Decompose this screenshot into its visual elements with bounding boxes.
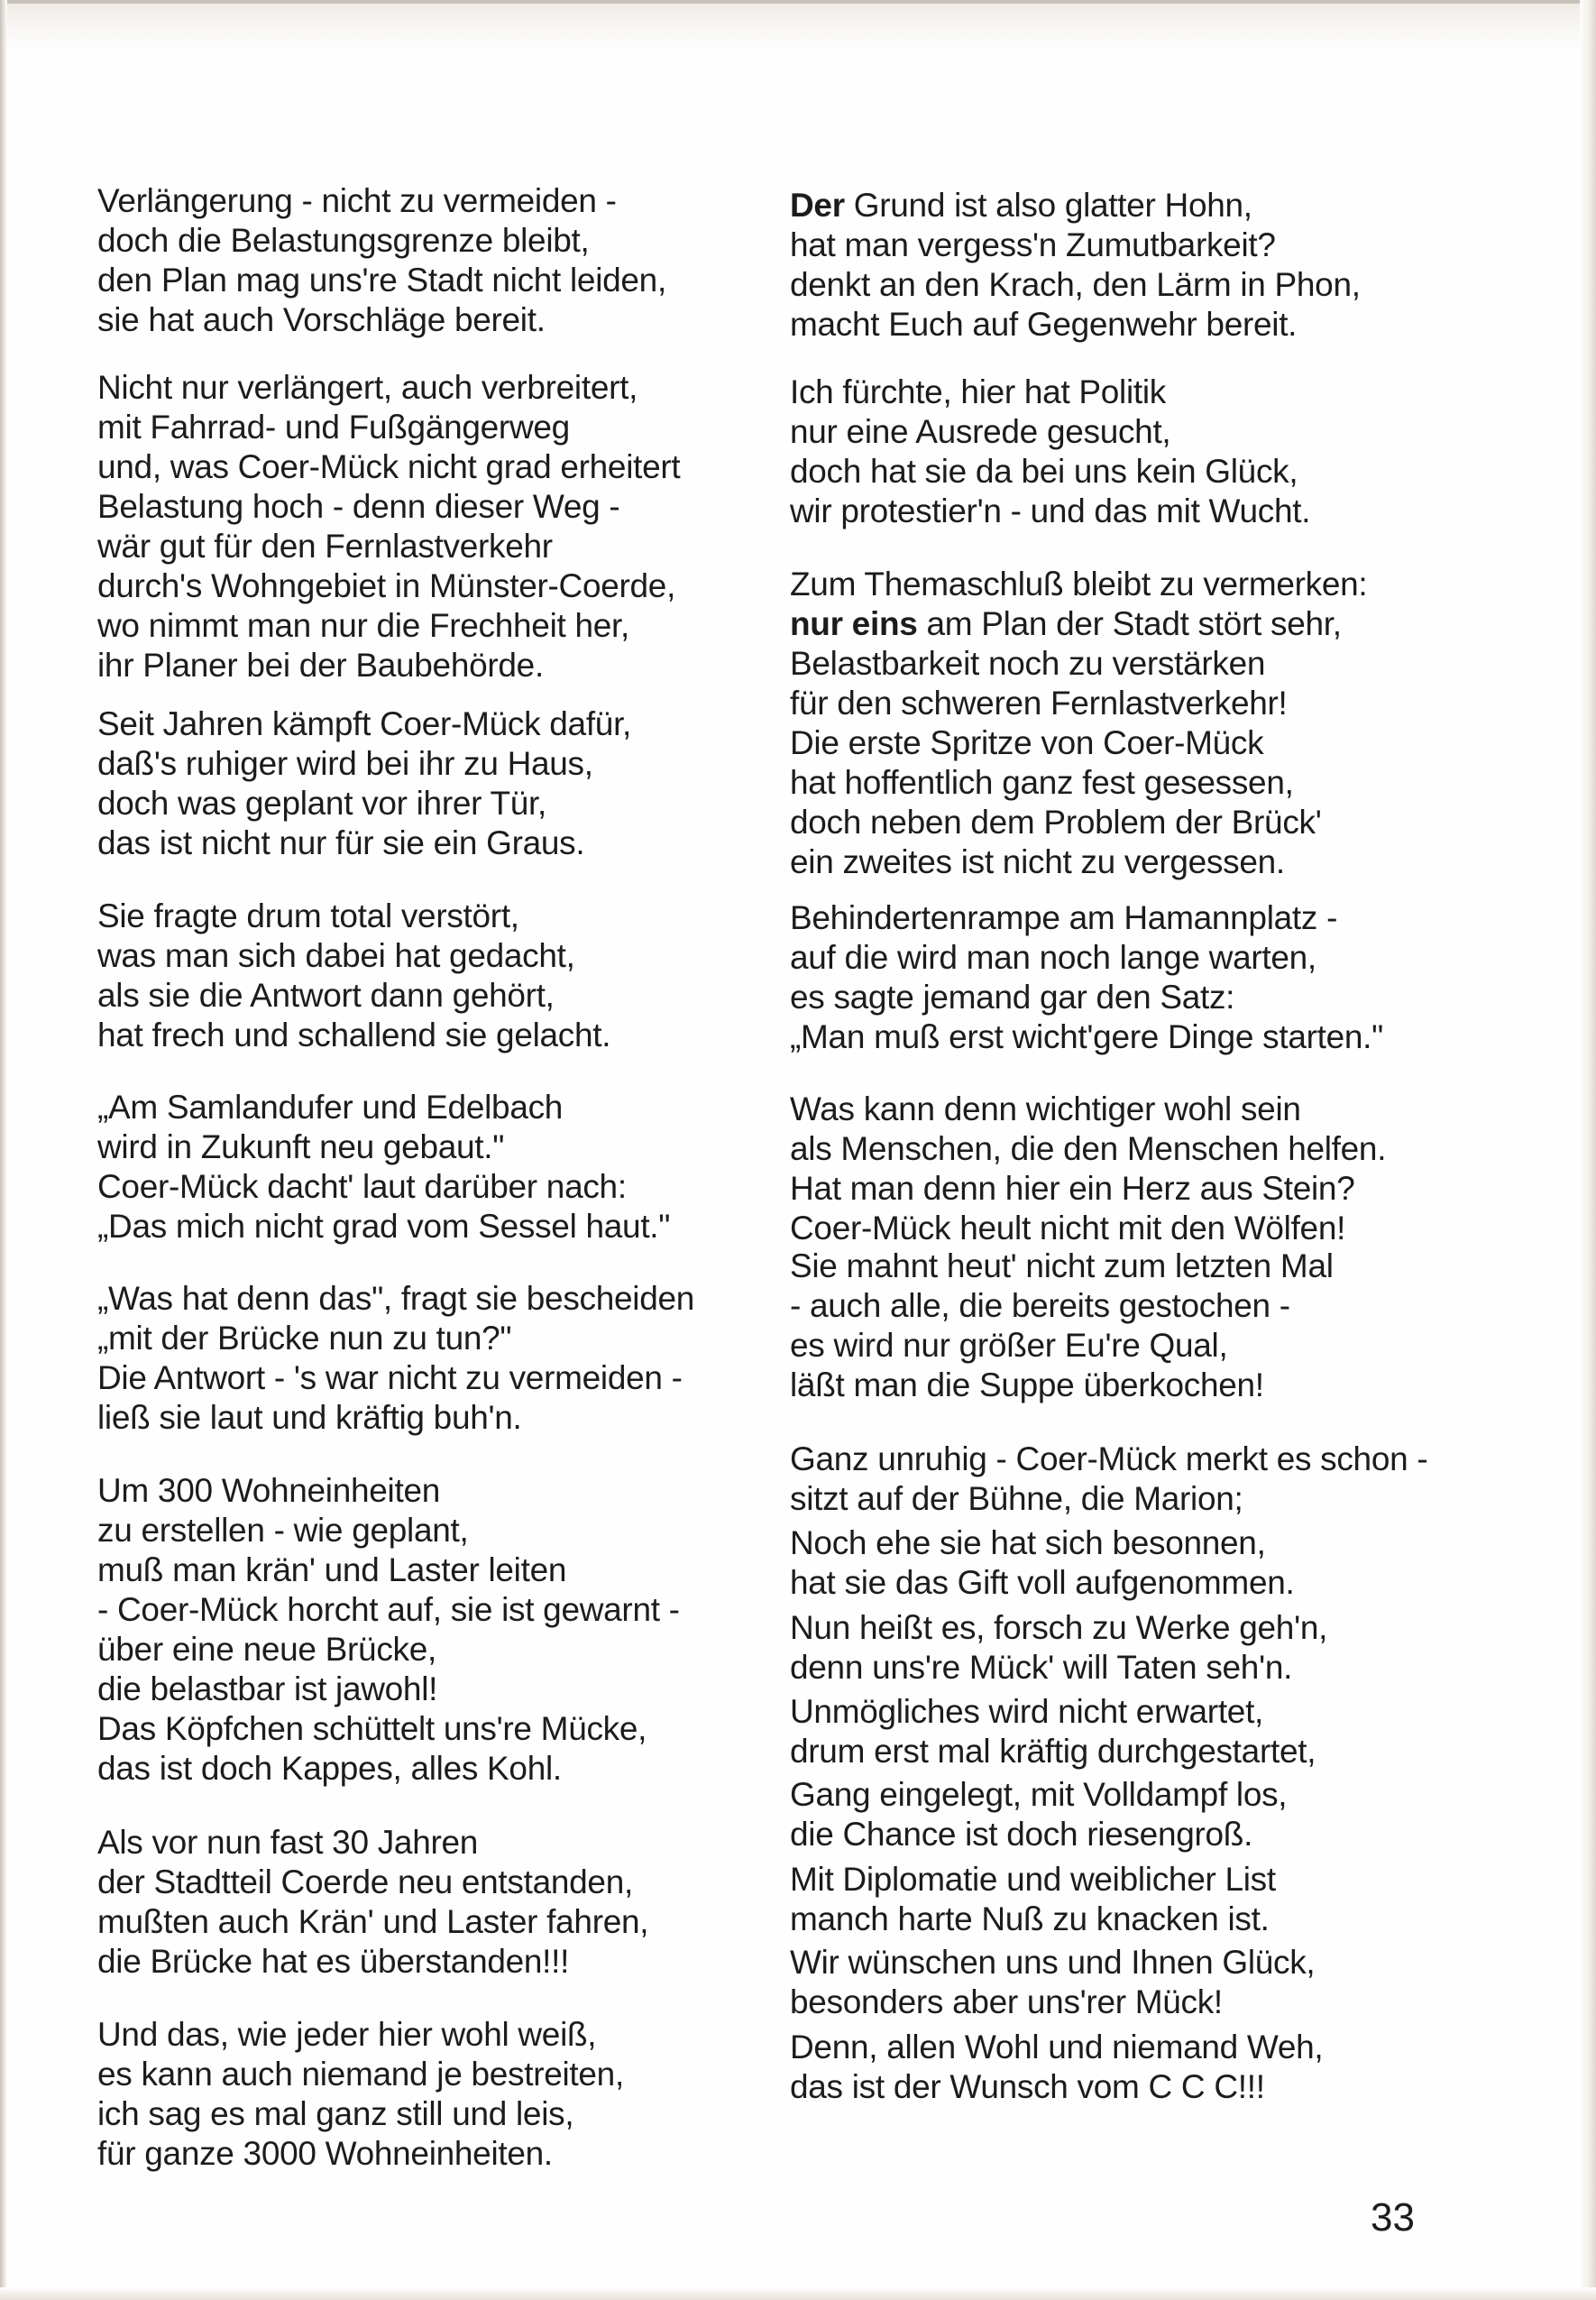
line-text: Was kann denn wichtiger wohl sein bbox=[790, 1090, 1301, 1127]
verse-line bbox=[790, 451, 1298, 492]
verse-line bbox=[790, 1246, 1334, 1286]
verse-line: ließ sie laut und kräftig buh'n. bbox=[97, 1399, 522, 1436]
verse-line bbox=[790, 1774, 1287, 1815]
verse-line bbox=[790, 491, 1310, 531]
verse-line: als sie die Antwort dann gehört, bbox=[97, 977, 555, 1014]
verse-line: Als vor nun fast 30 Jahren bbox=[97, 1824, 479, 1861]
verse-line bbox=[790, 372, 1166, 412]
line-text: als Menschen, die den Menschen helfen. bbox=[790, 1130, 1387, 1167]
line-text: es wird nur größer Eu're Qual, bbox=[790, 1327, 1228, 1364]
verse-line: „mit der Brücke nun zu tun?" bbox=[97, 1320, 512, 1357]
line-text: Grund ist also glatter Hohn, bbox=[844, 187, 1252, 224]
line-text: denn uns're Mück' will Taten seh'n. bbox=[790, 1649, 1293, 1686]
verse-line: mußten auch Krän' und Laster fahren, bbox=[97, 1903, 649, 1940]
verse-line: hat frech und schallend sie gelacht. bbox=[97, 1017, 611, 1053]
line-text: doch hat sie da bei uns kein Glück, bbox=[790, 453, 1298, 490]
verse-line bbox=[790, 802, 1322, 842]
verse-line: der Stadtteil Coerde neu entstanden, bbox=[97, 1863, 633, 1900]
verse-line: Verlängerung - nicht zu vermeiden - bbox=[97, 182, 617, 219]
verse-line bbox=[790, 842, 1285, 882]
verse-line: Um 300 Wohneinheiten bbox=[97, 1472, 441, 1509]
verse-line bbox=[790, 564, 1367, 604]
verse-line: - Coer-Mück horcht auf, sie ist gewarnt - bbox=[97, 1591, 680, 1628]
verse-line: ich sag es mal ganz still und leis, bbox=[97, 2095, 574, 2132]
verse-line: wird in Zukunft neu gebaut." bbox=[97, 1128, 505, 1165]
verse-line bbox=[790, 643, 1265, 684]
verse-line bbox=[790, 1942, 1315, 1983]
line-text: läßt man die Suppe überkochen! bbox=[790, 1366, 1264, 1403]
verse-line: und, was Coer-Mück nicht grad erheitert bbox=[97, 448, 681, 485]
line-text: Zum Themaschluß bleibt zu vermerken: bbox=[790, 566, 1368, 603]
line-text: sitzt auf der Bühne, die Marion; bbox=[790, 1480, 1243, 1517]
verse-line: doch was geplant vor ihrer Tür, bbox=[97, 785, 547, 822]
line-text: „Man muß erst wicht'gere Dinge starten." bbox=[790, 1018, 1383, 1055]
line-text: Noch ehe sie hat sich besonnen, bbox=[790, 1524, 1266, 1561]
verse-line bbox=[790, 762, 1294, 803]
verse-line bbox=[790, 1128, 1386, 1169]
line-text: Sie mahnt heut' nicht zum letzten Mal bbox=[790, 1247, 1334, 1284]
line-text: drum erst mal kräftig durchgestartet, bbox=[790, 1733, 1316, 1770]
verse-line bbox=[790, 1691, 1263, 1732]
line-text: hat sie das Gift voll aufgenommen. bbox=[790, 1564, 1295, 1601]
line-text: Die erste Spritze von Coer-Mück bbox=[790, 724, 1264, 761]
verse-line: den Plan mag uns're Stadt nicht leiden, bbox=[97, 262, 666, 299]
verse-line: die belastbar ist jawohl! bbox=[97, 1670, 438, 1707]
line-text: Mit Diplomatie und weiblicher List bbox=[790, 1861, 1276, 1898]
line-text: hat hoffentlich ganz fest gesessen, bbox=[790, 764, 1294, 801]
line-text: Denn, allen Wohl und niemand Weh, bbox=[790, 2029, 1324, 2065]
verse-line: doch die Belastungsgrenze bleibt, bbox=[97, 222, 590, 259]
verse-line bbox=[790, 722, 1263, 763]
verse-line: „Das mich nicht grad vom Sessel haut." bbox=[97, 1208, 671, 1245]
verse-line bbox=[790, 225, 1276, 265]
verse-line bbox=[790, 1562, 1295, 1603]
line-text: Belastbarkeit noch zu verstärken bbox=[790, 645, 1266, 682]
verse-line: wär gut für den Fernlastverkehr bbox=[97, 528, 553, 565]
line-text: manch harte Nuß zu knacken ist. bbox=[790, 1900, 1270, 1937]
page-bottom-shadow bbox=[0, 2287, 1596, 2300]
verse-line bbox=[790, 1647, 1292, 1688]
verse-line bbox=[790, 1285, 1290, 1326]
verse-line: über eine neue Brücke, bbox=[97, 1631, 436, 1668]
verse-line: es kann auch niemand je bestreiten, bbox=[97, 2056, 624, 2093]
verse-line bbox=[790, 683, 1288, 723]
page-right-shadow bbox=[1580, 0, 1596, 2300]
verse-line bbox=[790, 1089, 1301, 1129]
verse-line bbox=[790, 1982, 1223, 2022]
verse-line: Und das, wie jeder hier wohl weiß, bbox=[97, 2016, 597, 2053]
line-text: das ist der Wunsch vom C C C!!! bbox=[790, 2068, 1265, 2105]
verse-line: die Brücke hat es überstanden!!! bbox=[97, 1943, 570, 1980]
emphasized-text: nur eins bbox=[790, 605, 918, 642]
verse-line: für ganze 3000 Wohneinheiten. bbox=[97, 2135, 553, 2172]
verse-line bbox=[790, 1478, 1243, 1519]
verse-line bbox=[790, 897, 1337, 938]
verse-line bbox=[790, 1814, 1252, 1854]
line-text: Coer-Mück heult nicht mit den Wölfen! bbox=[790, 1210, 1346, 1247]
verse-line: daß's ruhiger wird bei ihr zu Haus, bbox=[97, 745, 593, 782]
verse-line: Das Köpfchen schüttelt uns're Mücke, bbox=[97, 1710, 647, 1747]
line-text: für den schweren Fernlastverkehr! bbox=[790, 685, 1288, 722]
verse-line: ihr Planer bei der Baubehörde. bbox=[97, 647, 544, 684]
line-text: nur eine Ausrede gesucht, bbox=[790, 413, 1171, 450]
verse-line bbox=[790, 1168, 1354, 1209]
verse-line bbox=[790, 1731, 1316, 1771]
verse-line: Seit Jahren kämpft Coer-Mück dafür, bbox=[97, 705, 632, 742]
line-text: Behindertenrampe am Hamannplatz - bbox=[790, 899, 1338, 936]
verse-line: „Am Samlandufer und Edelbach bbox=[97, 1089, 564, 1126]
verse-line: muß man krän' und Laster leiten bbox=[97, 1551, 567, 1588]
line-text: Hat man denn hier ein Herz aus Stein? bbox=[790, 1170, 1355, 1207]
verse-line bbox=[790, 2066, 1265, 2107]
verse-line: Sie fragte drum total verstört, bbox=[97, 897, 519, 934]
verse-line: durch's Wohngebiet in Münster-Coerde, bbox=[97, 567, 676, 604]
verse-line bbox=[790, 1523, 1266, 1563]
verse-line: das ist nicht nur für sie ein Graus. bbox=[97, 824, 585, 861]
verse-line: zu erstellen - wie geplant, bbox=[97, 1512, 469, 1549]
verse-line bbox=[790, 1208, 1345, 1248]
verse-line bbox=[790, 1017, 1383, 1057]
line-text: macht Euch auf Gegenwehr bereit. bbox=[790, 306, 1298, 343]
line-text: Unmögliches wird nicht erwartet, bbox=[790, 1693, 1264, 1730]
line-text: besonders aber uns'rer Mück! bbox=[790, 1983, 1223, 2020]
verse-line bbox=[790, 1899, 1270, 1939]
emphasized-text: Der bbox=[790, 187, 845, 224]
verse-line bbox=[790, 937, 1316, 978]
verse-line bbox=[790, 1607, 1327, 1648]
line-text: wir protestier'n - und das mit Wucht. bbox=[790, 492, 1311, 529]
verse-line: Coer-Mück dacht' laut darüber nach: bbox=[97, 1168, 627, 1205]
line-text: - auch alle, die bereits gestochen - bbox=[790, 1287, 1290, 1324]
line-text: es sagte jemand gar den Satz: bbox=[790, 979, 1235, 1016]
verse-line bbox=[790, 603, 1342, 644]
line-text: hat man vergess'n Zumutbarkeit? bbox=[790, 226, 1276, 263]
verse-line bbox=[790, 2027, 1323, 2067]
line-text: die Chance ist doch riesengroß. bbox=[790, 1816, 1253, 1853]
verse-line: das ist doch Kappes, alles Kohl. bbox=[97, 1750, 562, 1787]
line-text: am Plan der Stadt stört sehr, bbox=[917, 605, 1342, 642]
verse-line: Belastung hoch - denn dieser Weg - bbox=[97, 488, 620, 525]
verse-line: Nicht nur verlängert, auch verbreitert, bbox=[97, 369, 638, 406]
verse-line bbox=[790, 185, 1252, 225]
line-text: Gang eingelegt, mit Volldampf los, bbox=[790, 1776, 1288, 1813]
verse-line bbox=[790, 411, 1170, 452]
line-text: denkt an den Krach, den Lärm in Phon, bbox=[790, 266, 1361, 303]
line-text: doch neben dem Problem der Brück' bbox=[790, 804, 1322, 841]
verse-line bbox=[790, 1439, 1427, 1479]
line-text: Ganz unruhig - Coer-Mück merkt es schon - bbox=[790, 1440, 1428, 1477]
verse-line: mit Fahrrad- und Fußgängerweg bbox=[97, 409, 570, 446]
verse-line bbox=[790, 977, 1234, 1017]
verse-line: wo nimmt man nur die Frechheit her, bbox=[97, 607, 629, 644]
verse-line bbox=[790, 1859, 1276, 1900]
page-left-shadow bbox=[0, 0, 7, 2300]
line-text: ein zweites ist nicht zu vergessen. bbox=[790, 843, 1285, 880]
verse-line bbox=[790, 1365, 1264, 1405]
verse-line bbox=[790, 304, 1297, 345]
line-text: Nun heißt es, forsch zu Werke geh'n, bbox=[790, 1609, 1328, 1646]
line-text: auf die wird man noch lange warten, bbox=[790, 939, 1316, 976]
verse-line bbox=[790, 264, 1361, 305]
verse-line: Die Antwort - 's war nicht zu vermeiden - bbox=[97, 1359, 683, 1396]
verse-line: „Was hat denn das", fragt sie bescheiden bbox=[97, 1280, 695, 1317]
verse-line bbox=[790, 1325, 1227, 1366]
page-top-shadow bbox=[0, 0, 1596, 51]
verse-line: sie hat auch Vorschläge bereit. bbox=[97, 301, 546, 338]
page-number: 33 bbox=[1371, 2195, 1415, 2240]
line-text: Ich fürchte, hier hat Politik bbox=[790, 373, 1166, 410]
line-text: Wir wünschen uns und Ihnen Glück, bbox=[790, 1944, 1316, 1981]
verse-line: was man sich dabei hat gedacht, bbox=[97, 937, 575, 974]
